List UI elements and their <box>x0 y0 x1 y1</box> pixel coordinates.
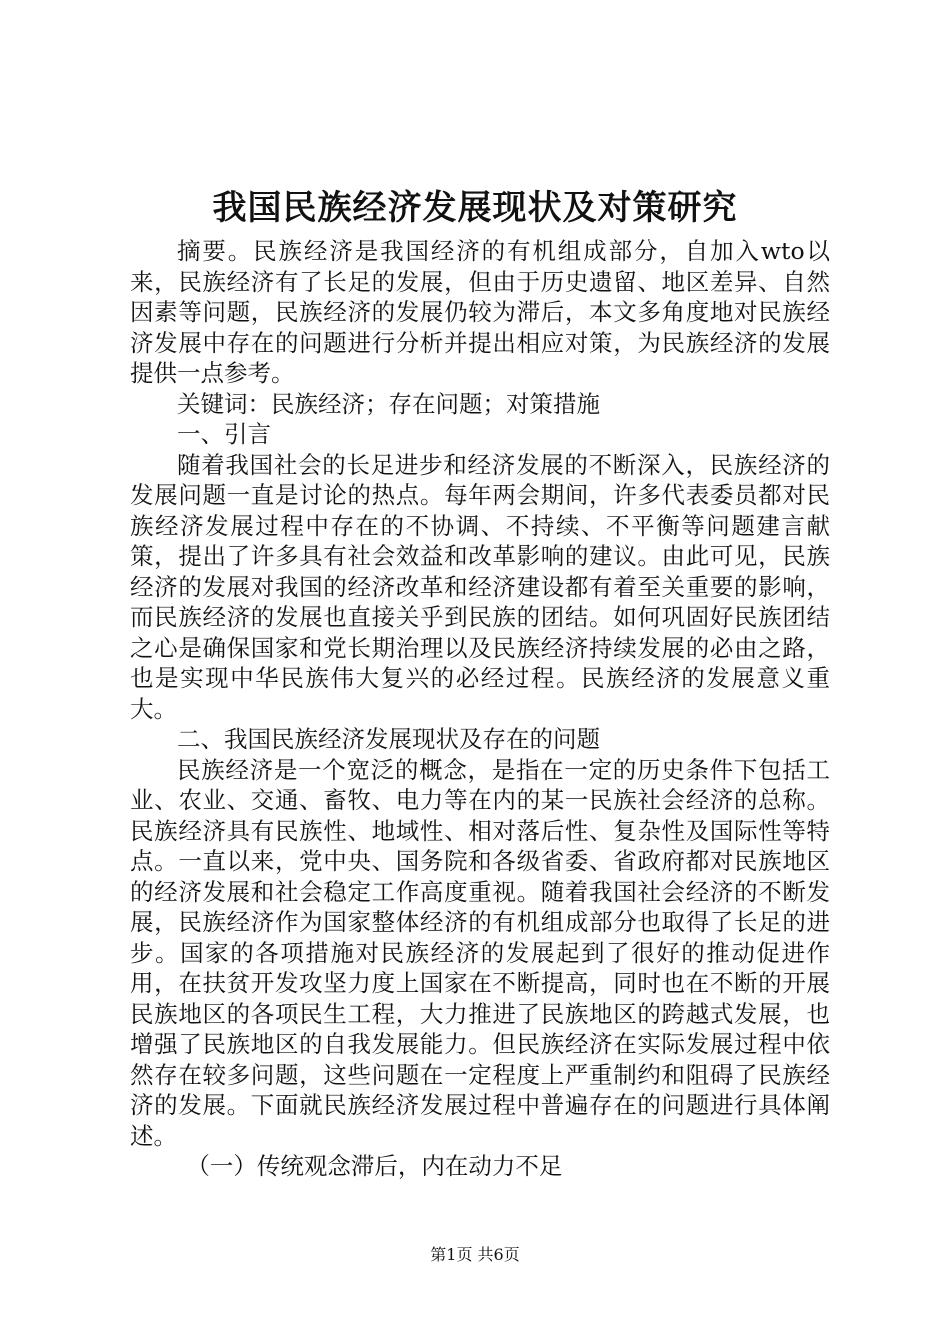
page-title: 我国民族经济发展现状及对策研究 <box>212 188 738 228</box>
section-heading-status-problems: 二、我国民族经济发展现状及存在的问题 <box>177 725 600 753</box>
page-footer: 第1页 共6页 <box>430 1245 520 1264</box>
status-problems-paragraph: 民族经济是一个宽泛的概念，是指在一定的历史条件下包括工业、农业、交通、畜牧、电力等在内的某一民族社会经济的总称。民族经济具有民族性、地域性、相对落后性、复杂性及国际性等特点。一直以来，党中央、国务院和各级省委、省政府都对民族地区的经济发展和社会稳定工作高度重视。随着我国社会经济的不断发展，民族经济作为国家整体经济的有机组成部分也取得了长足的进步。国家的各项措施对民族经济的发展起到了很好的推动促进作用，在扶贫开发攻坚力度上国家在不断提高，同时也在不断的开展民族地区的各项民生工程，大力推进了民族地区的跨越式发展，也增强了民族地区的自我发展能力。但民族经济在实际发展过程中依然存在较多问题，这些问题在一定程度上严重制约和阻碍了民族经济的发展。下面就民族经济发展过程中普遍存在的问题进行具体阐述。 <box>130 755 830 1150</box>
document-body <box>130 236 830 1182</box>
introduction-paragraph: 随着我国社会的长足进步和经济发展的不断深入，民族经济的发展问题一直是讨论的热点。每年两会期间，许多代表委员都对民族经济发展过程中存在的不协调、不持续、不平衡等问题建言献策，提出了许多具有社会效益和改革影响的建议。由此可见，民族经济的发展对我国的经济改革和经济建设都有着至关重要的影响，而民族经济的发展也直接关乎到民族的团结。如何巩固好民族团结之心是确保国家和党长期治理以及民族经济持续发展的必由之路，也是实现中华民族伟大复兴的必经过程。民族经济的发展意义重大。 <box>130 450 830 723</box>
subsection-heading-traditional-concepts: （一）传统观念滞后，内在动力不足 <box>186 1152 563 1180</box>
keywords-line: 关键词：民族经济；存在问题；对策措施 <box>177 389 600 418</box>
section-heading-introduction: 一、引言 <box>177 420 271 448</box>
abstract-paragraph: 摘要。民族经济是我国经济的有机组成部分，自加入wto以来，民族经济有了长足的发展，但由于历史遗留、地区差异、自然因素等问题，民族经济的发展仍较为滞后，本文多角度地对民族经济发展中存在的问题进行分析并提出相应对策，为民族经济的发展提供一点参考。 <box>130 237 830 387</box>
